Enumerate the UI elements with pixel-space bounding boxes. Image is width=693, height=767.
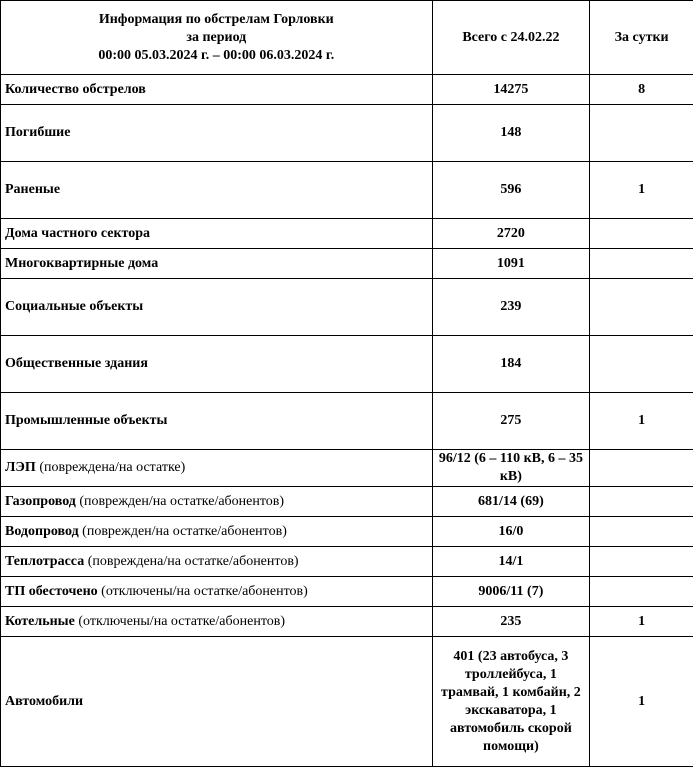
total-value: 148: [432, 105, 590, 162]
total-value: 96/12 (6 – 110 кВ, 6 – 35 кВ): [432, 450, 590, 487]
table-row: [1, 393, 693, 450]
row-label-cell: [1, 219, 433, 249]
table-row: [1, 487, 693, 517]
row-label-cell: [1, 637, 433, 767]
total-value: 239: [432, 279, 590, 336]
row-label: Промышленные объекты: [5, 413, 167, 428]
row-label-cell: [1, 517, 433, 547]
row-label: Социальные объекты: [5, 299, 143, 314]
row-label-cell: [1, 393, 433, 450]
row-note: (повреждена/на остатке): [36, 460, 185, 475]
table-row: [1, 219, 693, 249]
row-note: (повреждена/на остатке/абонентов): [84, 554, 298, 569]
day-value: [590, 336, 693, 393]
row-label: Количество обстрелов: [5, 82, 146, 97]
row-label: Дома частного сектора: [5, 226, 150, 241]
total-value: 401 (23 автобуса, 3 троллейбуса, 1 трамвай, 1 комбайн, 2 экскаватора, 1 автомобиль скорой помощи): [432, 637, 590, 767]
row-label: Газопровод: [5, 494, 76, 509]
day-value: [590, 105, 693, 162]
row-label: Теплотрасса: [5, 554, 84, 569]
table-row: [1, 577, 693, 607]
table-row: [1, 517, 693, 547]
row-label: Водопровод: [5, 524, 79, 539]
day-value: [590, 249, 693, 279]
table-row: [1, 249, 693, 279]
row-label: ТП обесточено: [5, 584, 98, 599]
row-label: Многоквартирные дома: [5, 256, 158, 271]
row-note: (поврежден/на остатке/абонентов): [79, 524, 287, 539]
day-value: 1: [590, 607, 693, 637]
header-row: [1, 1, 693, 75]
table-row: [1, 162, 693, 219]
report-title-line: Информация по обстрелам Горловки: [5, 11, 428, 29]
row-label-cell: [1, 607, 433, 637]
total-value: 184: [432, 336, 590, 393]
column-header-total: Всего с 24.02.22: [432, 1, 590, 75]
day-value: [590, 577, 693, 607]
row-label-cell: [1, 547, 433, 577]
row-label-cell: [1, 336, 433, 393]
total-value: 2720: [432, 219, 590, 249]
table-row: [1, 607, 693, 637]
row-label-cell: [1, 105, 433, 162]
total-value: 681/14 (69): [432, 487, 590, 517]
row-label: ЛЭП: [5, 460, 36, 475]
row-note: (отключены/на остатке/абонентов): [98, 584, 308, 599]
table-row: [1, 637, 693, 767]
total-value: 9006/11 (7): [432, 577, 590, 607]
day-value: [590, 487, 693, 517]
row-label-cell: [1, 279, 433, 336]
report-period: 00:00 05.03.2024 г. – 00:00 06.03.2024 г.: [5, 47, 428, 65]
row-label-cell: [1, 450, 433, 487]
day-value: [590, 279, 693, 336]
table-row: [1, 450, 693, 487]
day-value: 1: [590, 393, 693, 450]
row-label: Погибшие: [5, 125, 70, 140]
table-row: [1, 279, 693, 336]
row-label-cell: [1, 487, 433, 517]
day-value: [590, 547, 693, 577]
report-title: [1, 1, 433, 75]
day-value: 1: [590, 637, 693, 767]
table-row: [1, 336, 693, 393]
table-row: [1, 547, 693, 577]
total-value: 14/1: [432, 547, 590, 577]
total-value: 16/0: [432, 517, 590, 547]
row-label-cell: [1, 577, 433, 607]
table-row: [1, 105, 693, 162]
day-value: [590, 450, 693, 487]
table-row: [1, 75, 693, 105]
row-label: Автомобили: [5, 694, 83, 709]
day-value: [590, 219, 693, 249]
row-label-cell: [1, 249, 433, 279]
report-title-line: за период: [5, 29, 428, 47]
row-note: (поврежден/на остатке/абонентов): [76, 494, 284, 509]
total-value: 1091: [432, 249, 590, 279]
row-label: Котельные: [5, 614, 75, 629]
row-label-cell: [1, 162, 433, 219]
column-header-day: За сутки: [590, 1, 693, 75]
row-note: (отключены/на остатке/абонентов): [75, 614, 285, 629]
row-label: Общественные здания: [5, 356, 148, 371]
row-label-cell: [1, 75, 433, 105]
total-value: 14275: [432, 75, 590, 105]
total-value: 275: [432, 393, 590, 450]
total-value: 596: [432, 162, 590, 219]
day-value: [590, 517, 693, 547]
day-value: 1: [590, 162, 693, 219]
day-value: 8: [590, 75, 693, 105]
total-value: 235: [432, 607, 590, 637]
row-label: Раненые: [5, 182, 60, 197]
